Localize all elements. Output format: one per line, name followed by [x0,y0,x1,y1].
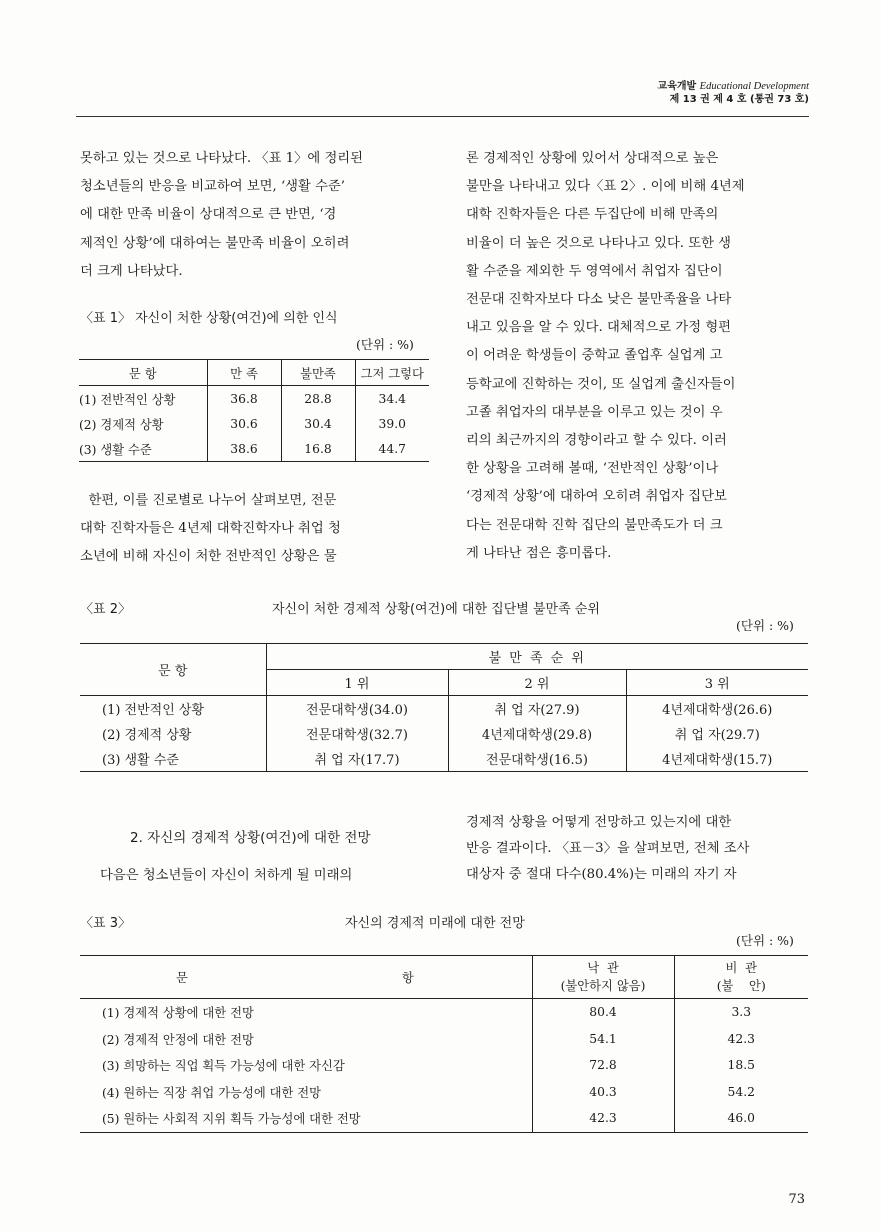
table1-cell: 16.8 [281,436,355,462]
text-line: 반응 결과이다. 〈표－3〉을 살펴보면, 전체 조사 [466,841,750,856]
table-row [80,1105,808,1132]
table3-cell: 42.3 [532,1105,674,1132]
text-line: 전문대 진학자보다 다소 낮은 불만족율을 나타 [466,292,732,308]
text-line: 못하고 있는 것으로 나타났다. 〈표 1〉에 정리된 [80,151,364,166]
table2-cell: 전문대학생(34.0) [266,696,448,722]
text-line: 대학 진학자들은 4년제 대학진학자나 취업 청 [80,521,341,537]
table3-cell: 40.3 [532,1079,674,1106]
table2-rank-cell: 1 위 [266,670,448,696]
table1-unit: (단위 : %) [356,337,414,352]
table3-cell: 46.0 [674,1105,808,1132]
table1-header-cell: 불만족 [281,360,355,386]
table3-row-label: (2) 경제적 안정에 대한 전망 [102,1032,254,1047]
table2 [80,643,808,772]
table1-cell: 28.8 [281,386,355,412]
table2-row-label: (2) 경제적 상황 [102,728,192,743]
table2-cell: 취 업 자(29.7) [626,721,808,746]
table2-unit: (단위 : %) [736,618,794,633]
text-line: 에 대한 만족 비율이 상대적으로 큰 반면, ‘경 [80,207,337,223]
table-row [80,999,808,1026]
table1-row-label: (1) 전반적인 상황 [79,392,176,407]
table-row [80,696,808,722]
table2-cell: 전문대학생(32.7) [266,721,448,746]
text-line: 제적인 상황’에 대하여는 불만족 비율이 오히려 [80,235,350,251]
table3-cell: 54.1 [532,1026,674,1053]
table3-cell: 54.2 [674,1079,808,1106]
table3-label: 〈표 3〉 [80,916,131,931]
text-line: 경제적 상황을 어떻게 전망하고 있는지에 대한 [466,815,732,830]
table3-row-label: (4) 원하는 직장 취업 가능성에 대한 전망 [102,1085,322,1100]
text-line: 대학 진학자들은 다른 두집단에 비해 만족의 [466,207,719,223]
table2-label: 〈표 2〉 [80,602,131,617]
table-row [80,1052,808,1079]
running-header [658,80,809,106]
text-line: 대상자 중 절대 다수(80.4%)는 미래의 자기 자 [466,867,737,882]
table2-cell: 4년제대학생(15.7) [626,746,808,772]
table3-title: 자신의 경제적 미래에 대한 전망 [345,916,525,931]
table1-caption: 〈표 1〉 자신이 처한 상황(여건)에 의한 인식 [80,311,338,326]
table2-cell: 전문대학생(16.5) [448,746,626,772]
text-line: 청소년들의 반응을 비교하여 보면, ‘생활 수준’ [80,179,346,195]
table-row [79,386,429,412]
left-column-text-2 [80,487,341,572]
table3 [80,955,808,1133]
table2-cell: 4년제대학생(29.8) [448,721,626,746]
text-line: 불만을 나타내고 있다〈표 2〉. 이에 비해 4년제 [466,179,745,195]
text-line: 내고 있음을 알 수 있다. 대체적으로 가정 형편 [466,320,732,336]
right-column-text [466,145,745,568]
text-line: 론 경제적인 상황에 있어서 상대적으로 높은 [466,151,719,166]
table3-optimism-header: 낙 관 (불안하지 않음) [532,956,674,999]
table2-title: 자신이 처한 경제적 상황(여건)에 대한 집단별 불만족 순위 [272,602,600,617]
text-line: 이 어려운 학생들이 중학교 졸업후 실업계 고 [466,348,723,364]
table1-header-cell: 만 족 [207,360,281,386]
table3-row-label: (3) 희망하는 직업 획득 가능성에 대한 자신감 [102,1059,345,1074]
table2-row-label: (3) 생활 수준 [102,753,179,768]
table1-cell: 36.8 [207,386,281,412]
table1-header-row [79,360,429,386]
section2-right-text [466,810,749,888]
text-line: 더 크게 나타났다. [80,263,183,279]
table1-cell: 38.6 [207,436,281,462]
text-line: 소년에 비해 자신이 처한 전반적인 상황은 물 [80,549,337,565]
table3-cell: 18.5 [674,1052,808,1079]
table-row [79,411,429,436]
page-number: 73 [788,1192,805,1207]
table2-header-row [80,644,808,670]
table3-header-row [80,956,808,999]
table3-unit: (단위 : %) [736,933,794,948]
table-row [80,721,808,746]
text-line: 리의 최근까지의 경향이라고 할 수 있다. 이러 [466,433,727,449]
table1-cell: 39.0 [355,411,429,436]
text-line: 등학교에 진학하는 것이, 또 실업계 출신자들이 [466,376,736,392]
table1-row-label: (3) 생활 수준 [79,442,152,457]
table1-header-cell: 문 항 [79,360,207,386]
left-column-text [80,145,363,286]
table2-cell: 취 업 자(17.7) [266,746,448,772]
table1-cell: 44.7 [355,436,429,462]
table2-item-header: 문 항 [80,644,266,696]
journal-title: 교육개발 Educational Development [657,81,809,92]
section2-left-line: 다음은 청소년들이 자신이 처하게 될 미래의 [100,868,353,883]
header-rule [76,116,809,117]
table2-row-label: (1) 전반적인 상황 [102,703,205,718]
table2-rank-header: 불 만 족 순 위 [266,644,808,670]
table3-cell: 3.3 [674,999,808,1026]
table3-row-label: (5) 원하는 사회적 지위 획득 가능성에 대한 전망 [102,1112,361,1127]
text-line: 게 나타난 점은 흥미롭다. [466,545,612,561]
table3-cell: 80.4 [532,999,674,1026]
text-line: 다는 전문대학 진학 집단의 불만족도가 더 크 [466,517,723,533]
table3-cell: 72.8 [532,1052,674,1079]
table-row [80,1079,808,1106]
table-row [80,746,808,772]
table2-rank-cell: 3 위 [626,670,808,696]
table1 [79,359,429,462]
table2-cell: 취 업 자(27.9) [448,696,626,722]
table1-cell: 30.6 [207,411,281,436]
table3-cell: 42.3 [674,1026,808,1053]
issue-info: 제 13 권 제 4 호 (통권 73 호) [669,94,809,105]
text-line: 비율이 더 높은 것으로 나타나고 있다. 또한 생 [466,235,732,251]
table1-header-cell: 그저 그렇다 [355,360,429,386]
table3-pessimism-header: 비 관 (불 안) [674,956,808,999]
text-line: 고졸 취업자의 대부분을 이루고 있는 것이 우 [466,404,723,420]
text-line: 활 수준을 제외한 두 영역에서 취업자 집단이 [466,263,723,279]
table2-cell: 4년제대학생(26.6) [626,696,808,722]
table3-item-header: 문 항 [80,956,532,999]
table3-row-label: (1) 경제적 상황에 대한 전망 [102,1006,254,1021]
text-line: ‘경제적 상황’에 대하여 오히려 취업자 집단보 [466,489,727,505]
table1-cell: 30.4 [281,411,355,436]
table2-rank-cell: 2 위 [448,670,626,696]
text-line: 한 상황을 고려해 볼때, ‘전반적인 상황’이나 [466,461,719,477]
table1-row-label: (2) 경제적 상황 [79,417,164,432]
table-row [79,436,429,462]
table1-cell: 34.4 [355,386,429,412]
text-line: 한편, 이를 진로별로 나누어 살펴보면, 전문 [80,493,337,508]
section2-heading: 2. 자신의 경제적 상황(여건)에 대한 전망 [130,830,371,846]
table-row [80,1026,808,1053]
